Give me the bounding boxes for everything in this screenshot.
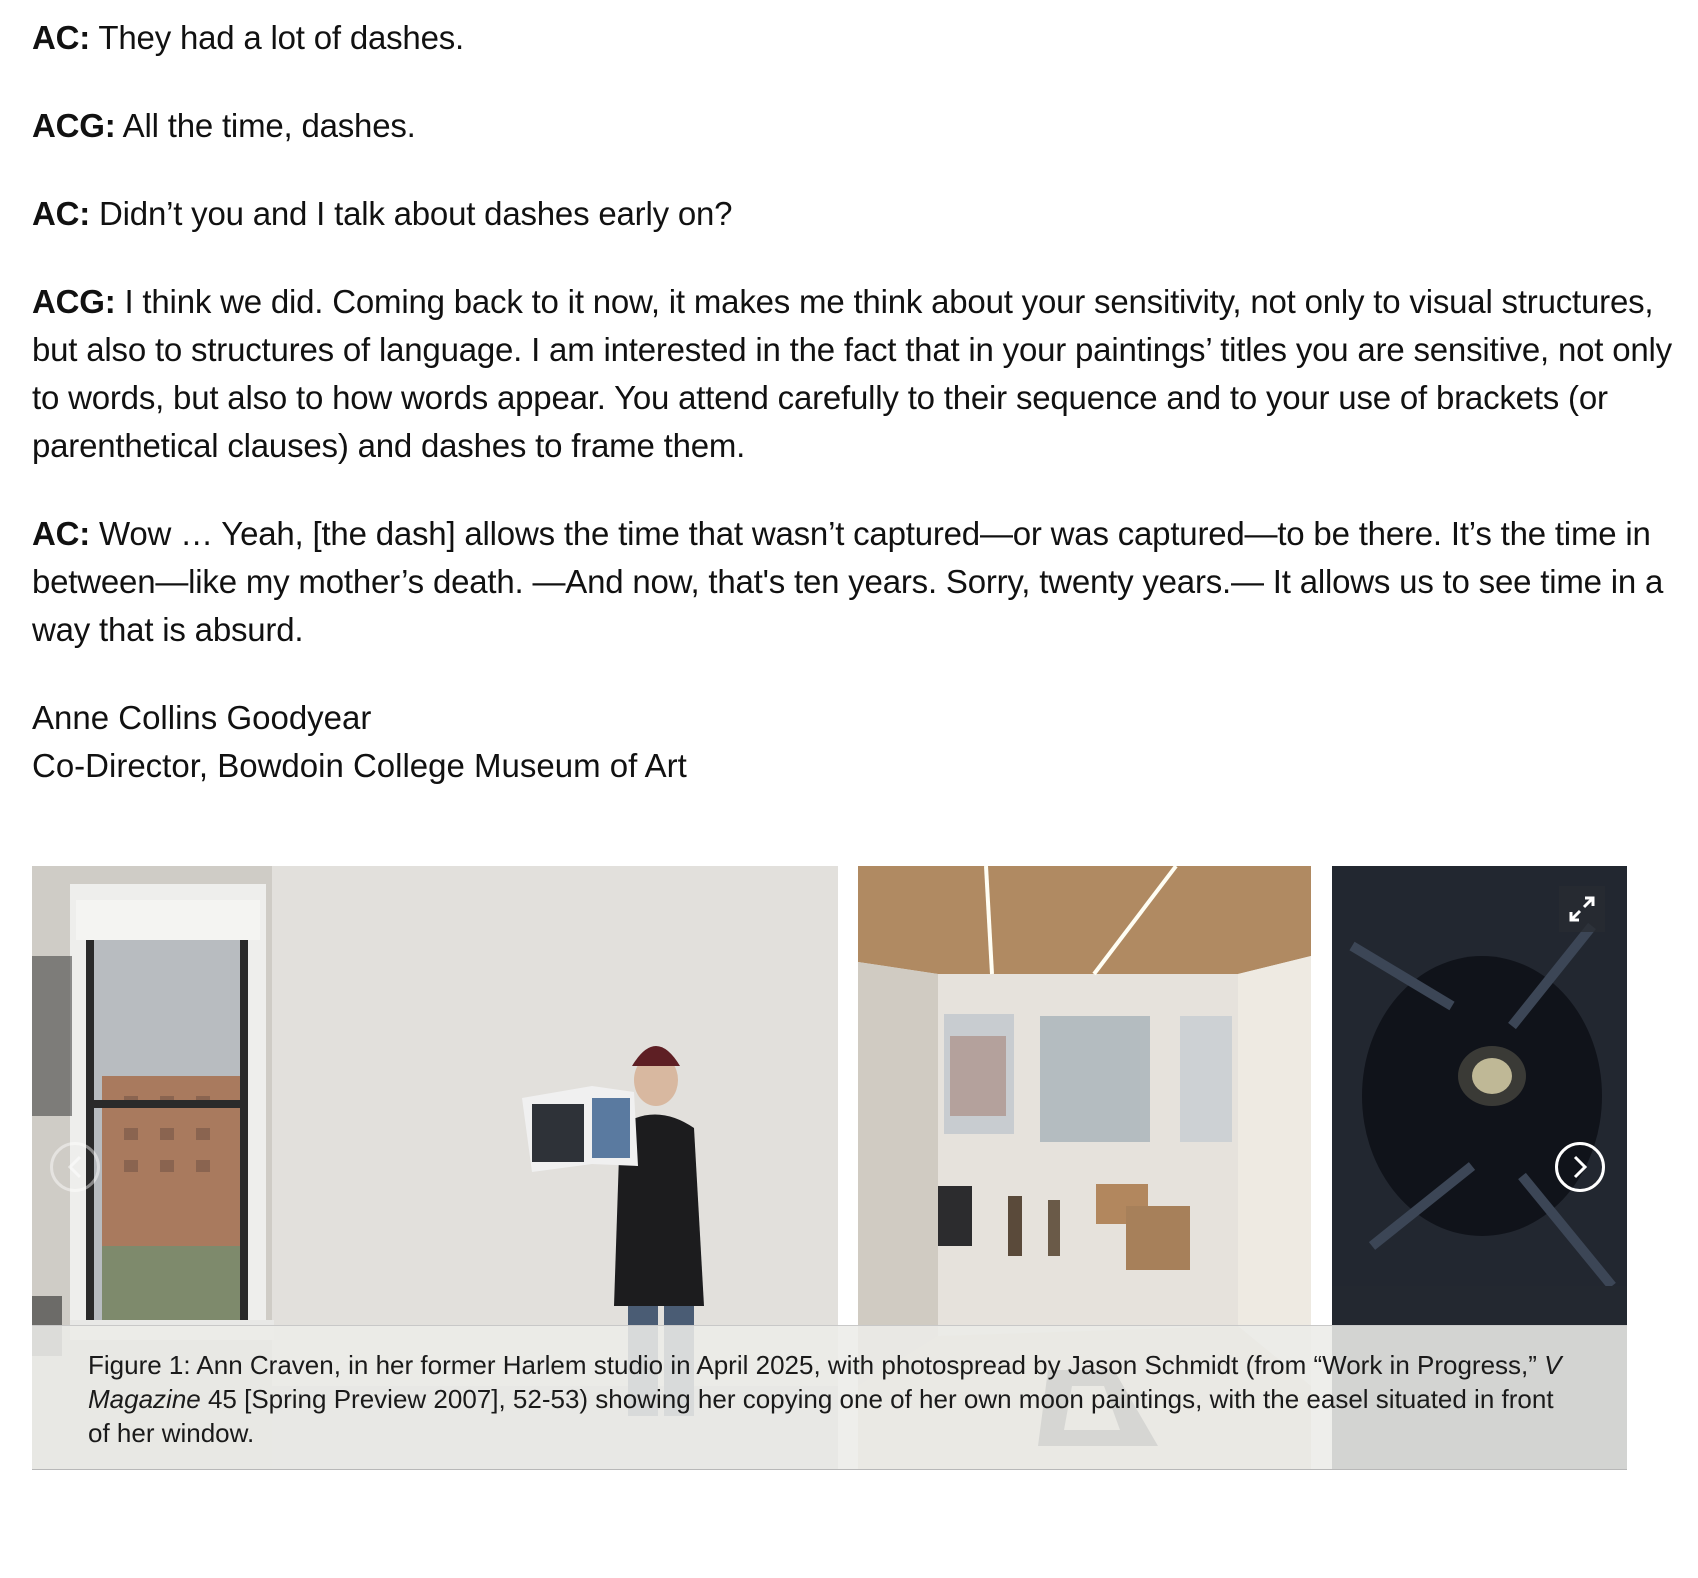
dialogue-text: All the time, dashes. bbox=[115, 107, 416, 144]
signature-title: Co-Director, Bowdoin College Museum of Art bbox=[32, 747, 687, 784]
dialogue-paragraph bbox=[32, 510, 1672, 654]
image-gallery bbox=[32, 866, 1627, 1470]
expand-icon bbox=[1566, 893, 1598, 925]
dialogue-paragraph bbox=[32, 278, 1672, 470]
dialogue-text: Didn’t you and I talk about dashes early on? bbox=[90, 195, 733, 232]
dialogue-paragraph bbox=[32, 190, 1672, 238]
dialogue-paragraph bbox=[32, 102, 1672, 150]
signature-name: Anne Collins Goodyear bbox=[32, 699, 372, 736]
speaker-label: AC: bbox=[32, 195, 91, 232]
caption-magazine-title: V Magazine bbox=[88, 1350, 1562, 1414]
gallery-next-button[interactable] bbox=[1555, 1142, 1605, 1192]
caption-part-2: 45 [Spring Preview 2007], 52-53) showing her copying one of her own moon paintings, with the easel situated in front of her window. bbox=[88, 1384, 1554, 1448]
gallery-prev-button[interactable] bbox=[50, 1142, 100, 1192]
chevron-left-icon bbox=[64, 1154, 86, 1180]
speaker-label: ACG: bbox=[32, 107, 116, 144]
dialogue-paragraph bbox=[32, 14, 1672, 62]
dialogue-text: I think we did. Coming back to it now, it makes me think about your sensitivity, not only to visual structures, but also to structures of language. I am interested in the fact that in your paintings’ titles you are sensitive, not only to words, but also to how words appear. You attend carefully to their sequence and to your use of brackets (or parenthetical clauses) and dashes to frame them. bbox=[32, 283, 1672, 464]
speaker-label: ACG: bbox=[32, 283, 116, 320]
caption-part-1: Figure 1: Ann Craven, in her former Harlem studio in April 2025, with photospread by Jason Schmidt (from “Work in Progress,” bbox=[88, 1350, 1545, 1380]
caption-text bbox=[88, 1348, 1568, 1450]
figure-caption bbox=[32, 1325, 1627, 1470]
dialogue-text: They had a lot of dashes. bbox=[90, 19, 465, 56]
speaker-label: AC: bbox=[32, 19, 91, 56]
gallery-expand-button[interactable] bbox=[1559, 886, 1605, 932]
chevron-right-icon bbox=[1569, 1154, 1591, 1180]
dialogue-text: Wow … Yeah, [the dash] allows the time that wasn’t captured—or was captured—to be there. It’s the time in between—like my mother’s death. —And now, that's ten years. Sorry, twenty years.— It allows us to see time in a way that is absurd. bbox=[32, 515, 1664, 648]
speaker-label: AC: bbox=[32, 515, 91, 552]
article-body bbox=[32, 14, 1672, 790]
